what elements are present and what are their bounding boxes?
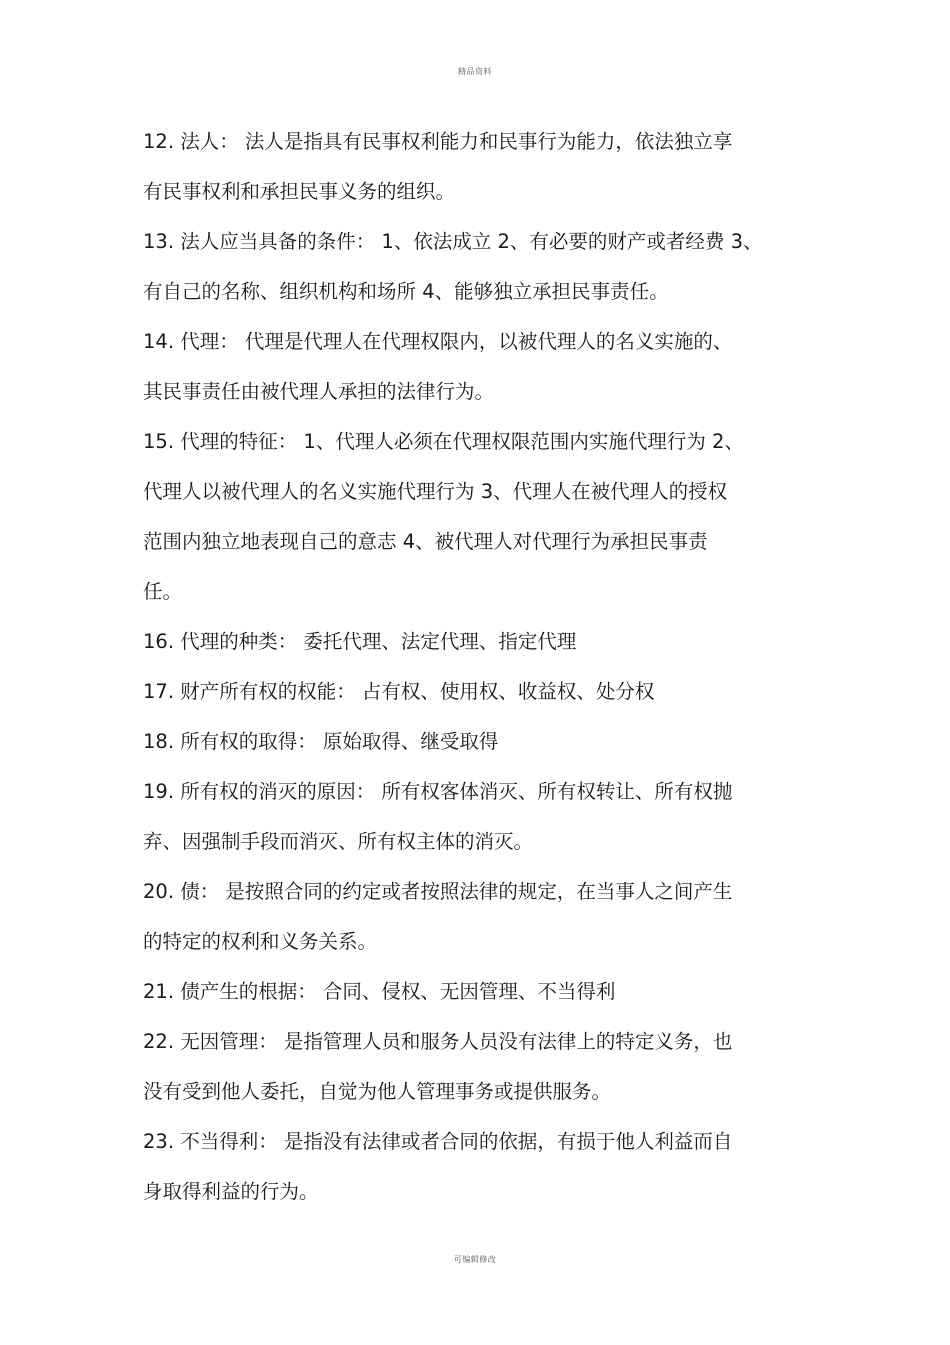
text-line: 身取得利益的行为。 bbox=[143, 1180, 319, 1203]
page-footer: 可编辑修改 bbox=[453, 1255, 497, 1264]
text-line: 17. 财产所有权的权能： 占有权、使用权、收益权、处分权 bbox=[143, 680, 655, 703]
text-line: 有自己的名称、组织机构和场所 4、能够独立承担民事责任。 bbox=[143, 280, 669, 303]
text-line: 有民事权利和承担民事义务的组织。 bbox=[143, 180, 456, 203]
text-line: 16. 代理的种类： 委托代理、法定代理、指定代理 bbox=[143, 630, 577, 653]
text-line: 20. 债： 是按照合同的约定或者按照法律的规定，在当事人之间产生 bbox=[143, 880, 733, 903]
text-line: 23. 不当得利： 是指没有法律或者合同的依据，有损于他人利益而自 bbox=[143, 1130, 733, 1153]
text-line: 的特定的权利和义务关系。 bbox=[143, 930, 378, 953]
text-line: 没有受到他人委托，自觉为他人管理事务或提供服务。 bbox=[143, 1080, 612, 1103]
text-line: 范围内独立地表现自己的意志 4、被代理人对代理行为承担民事责 bbox=[143, 530, 708, 553]
text-line: 15. 代理的特征： 1、代理人必须在代理权限范围内实施代理行为 2、 bbox=[143, 430, 744, 453]
text-line: 代理人以被代理人的名义实施代理行为 3、代理人在被代理人的授权 bbox=[143, 480, 728, 503]
text-line: 弃、因强制手段而消灭、所有权主体的消灭。 bbox=[143, 830, 534, 853]
text-line: 13. 法人应当具备的条件： 1、依法成立 2、有必要的财产或者经费 3、 bbox=[143, 230, 763, 253]
text-line: 22. 无因管理： 是指管理人员和服务人员没有法律上的特定义务，也 bbox=[143, 1030, 733, 1053]
page-header: 精品资料 bbox=[458, 67, 492, 76]
document-body bbox=[143, 122, 823, 1222]
text-line: 任。 bbox=[143, 580, 183, 603]
text-line: 其民事责任由被代理人承担的法律行为。 bbox=[143, 380, 495, 403]
text-line: 18. 所有权的取得： 原始取得、继受取得 bbox=[143, 730, 499, 753]
text-line: 14. 代理： 代理是代理人在代理权限内，以被代理人的名义实施的、 bbox=[143, 330, 733, 353]
text-line: 21. 债产生的根据： 合同、侵权、无因管理、不当得利 bbox=[143, 980, 616, 1003]
text-line: 12. 法人： 法人是指具有民事权利能力和民事行为能力，依法独立享 bbox=[143, 130, 733, 153]
text-line: 19. 所有权的消灭的原因： 所有权客体消灭、所有权转让、所有权抛 bbox=[143, 780, 733, 803]
